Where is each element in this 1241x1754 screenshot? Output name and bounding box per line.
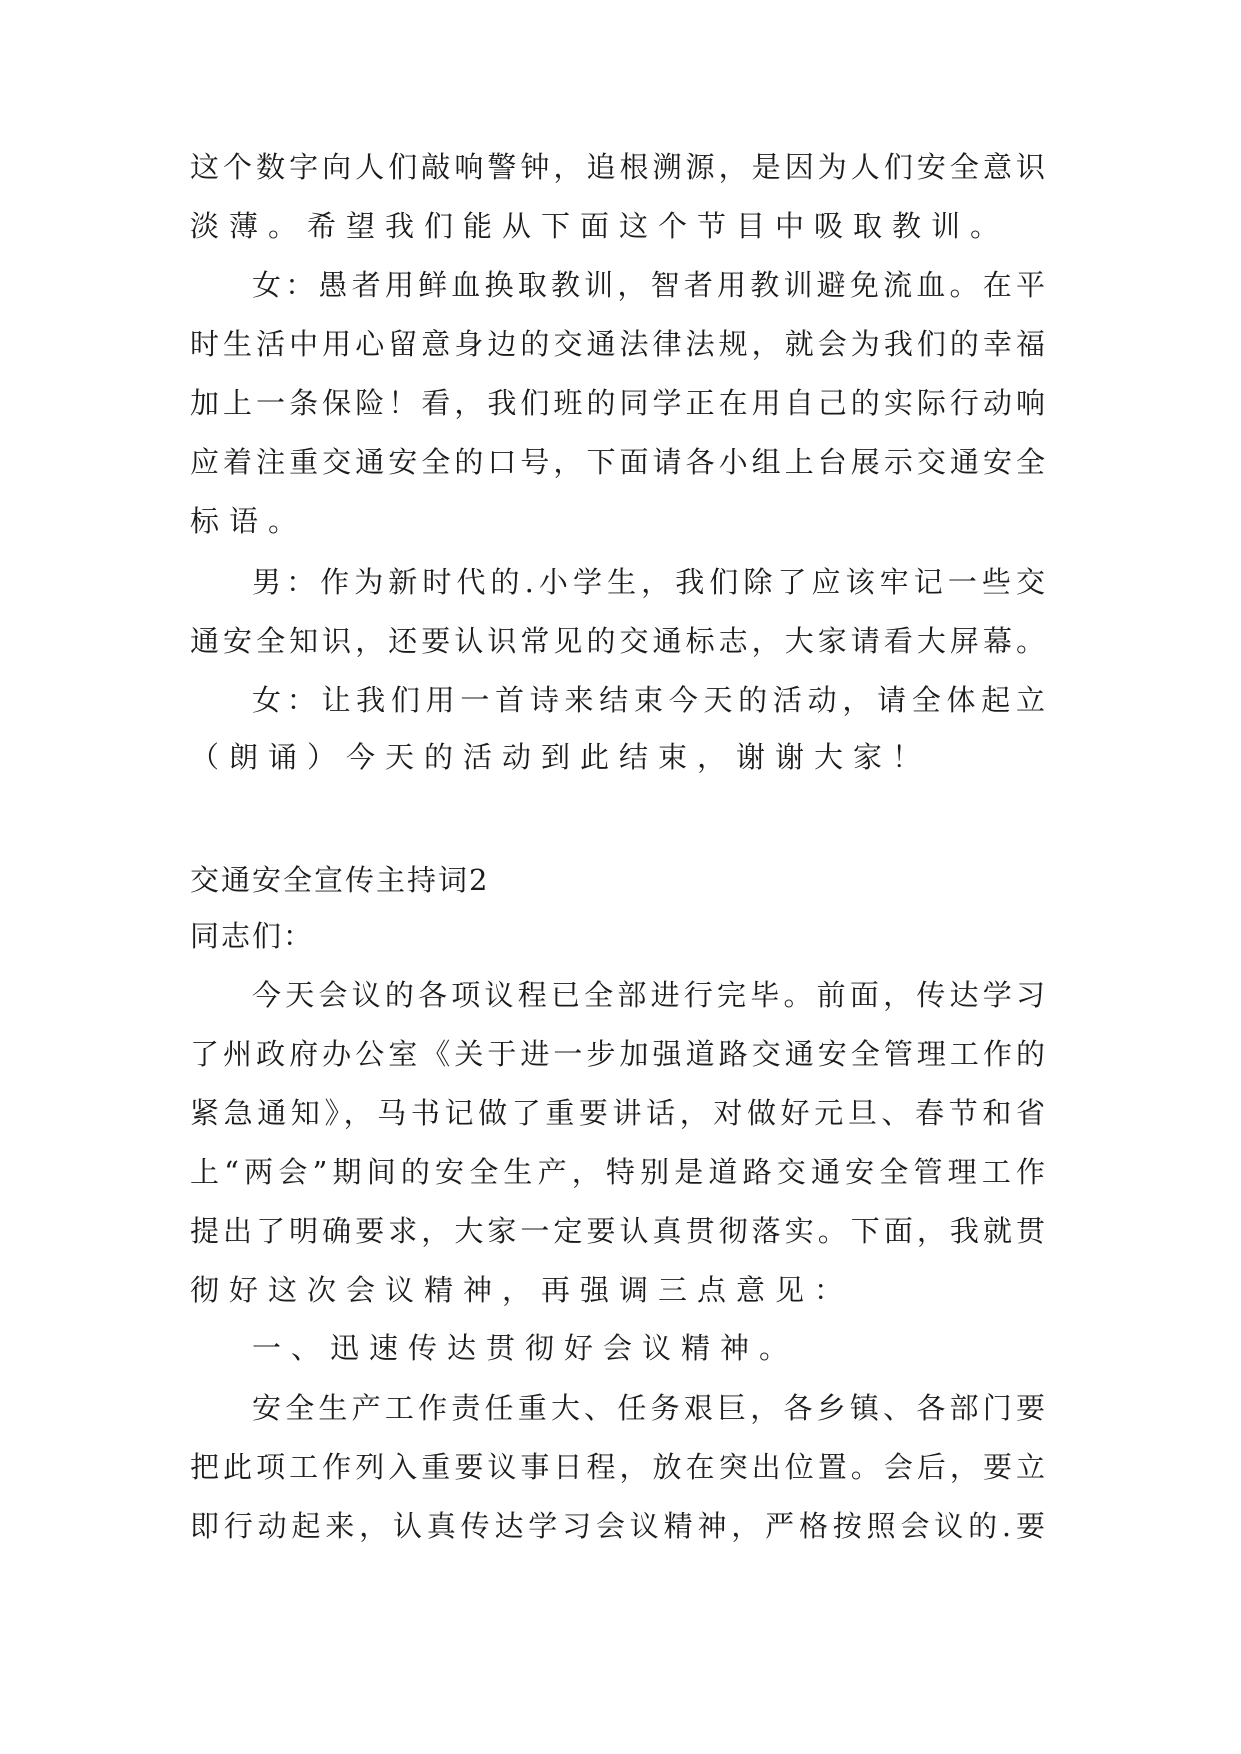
paragraph-line: 时生活中用心留意身边的交通法律法规，就会为我们的幸福 <box>190 327 1045 361</box>
paragraph-line: 了州政府办公室《关于进一步加强道路交通安全管理工作的 <box>190 1037 1045 1071</box>
paragraph-line: 彻好这次会议精神，再强调三点意见： <box>190 1273 854 1307</box>
paragraph-line: 上“两会”期间的安全生产，特别是道路交通安全管理工作 <box>190 1155 1045 1189</box>
paragraph-line: 今天会议的各项议程已全部进行完毕。前面，传达学习 <box>252 978 1045 1012</box>
paragraph-line: 淡薄。希望我们能从下面这个节目中吸取教训。 <box>190 209 1010 243</box>
paragraph-line: 男：作为新时代的.小学生，我们除了应该牢记一些交 <box>252 565 1045 599</box>
paragraph-line: 女：愚者用鲜血换取教训，智者用教训避免流血。在平 <box>252 268 1045 302</box>
paragraph-line: 安全生产工作责任重大、任务艰巨，各乡镇、各部门要 <box>252 1391 1045 1425</box>
paragraph-line: 把此项工作列入重要议事日程，放在突出位置。会后，要立 <box>190 1450 1045 1484</box>
paragraph-line: （朗诵）今天的活动到此结束，谢谢大家！ <box>190 740 932 774</box>
list-item-heading: 一、迅速传达贯彻好会议精神。 <box>252 1331 799 1365</box>
paragraph-line: 即行动起来，认真传达学习会议精神，严格按照会议的.要 <box>190 1509 1045 1543</box>
paragraph-line: 加上一条保险！看，我们班的同学正在用自己的实际行动响 <box>190 386 1045 420</box>
paragraph-line: 女：让我们用一首诗来结束今天的活动，请全体起立 <box>252 683 1045 717</box>
salutation: 同志们： <box>190 919 315 953</box>
paragraph-line: 应着注重交通安全的口号，下面请各小组上台展示交通安全 <box>190 445 1045 479</box>
paragraph-line: 这个数字向人们敲响警钟，追根溯源，是因为人们安全意识 <box>190 150 1045 184</box>
paragraph-line: 紧急通知》，马书记做了重要讲话，对做好元旦、春节和省 <box>190 1096 1045 1130</box>
section-title: 交通安全宣传主持词2 <box>190 863 490 897</box>
paragraph-line: 通安全知识，还要认识常见的交通标志，大家请看大屏幕。 <box>190 624 1045 658</box>
paragraph-line: 提出了明确要求，大家一定要认真贯彻落实。下面，我就贯 <box>190 1214 1045 1248</box>
paragraph-line: 标语。 <box>190 504 308 538</box>
